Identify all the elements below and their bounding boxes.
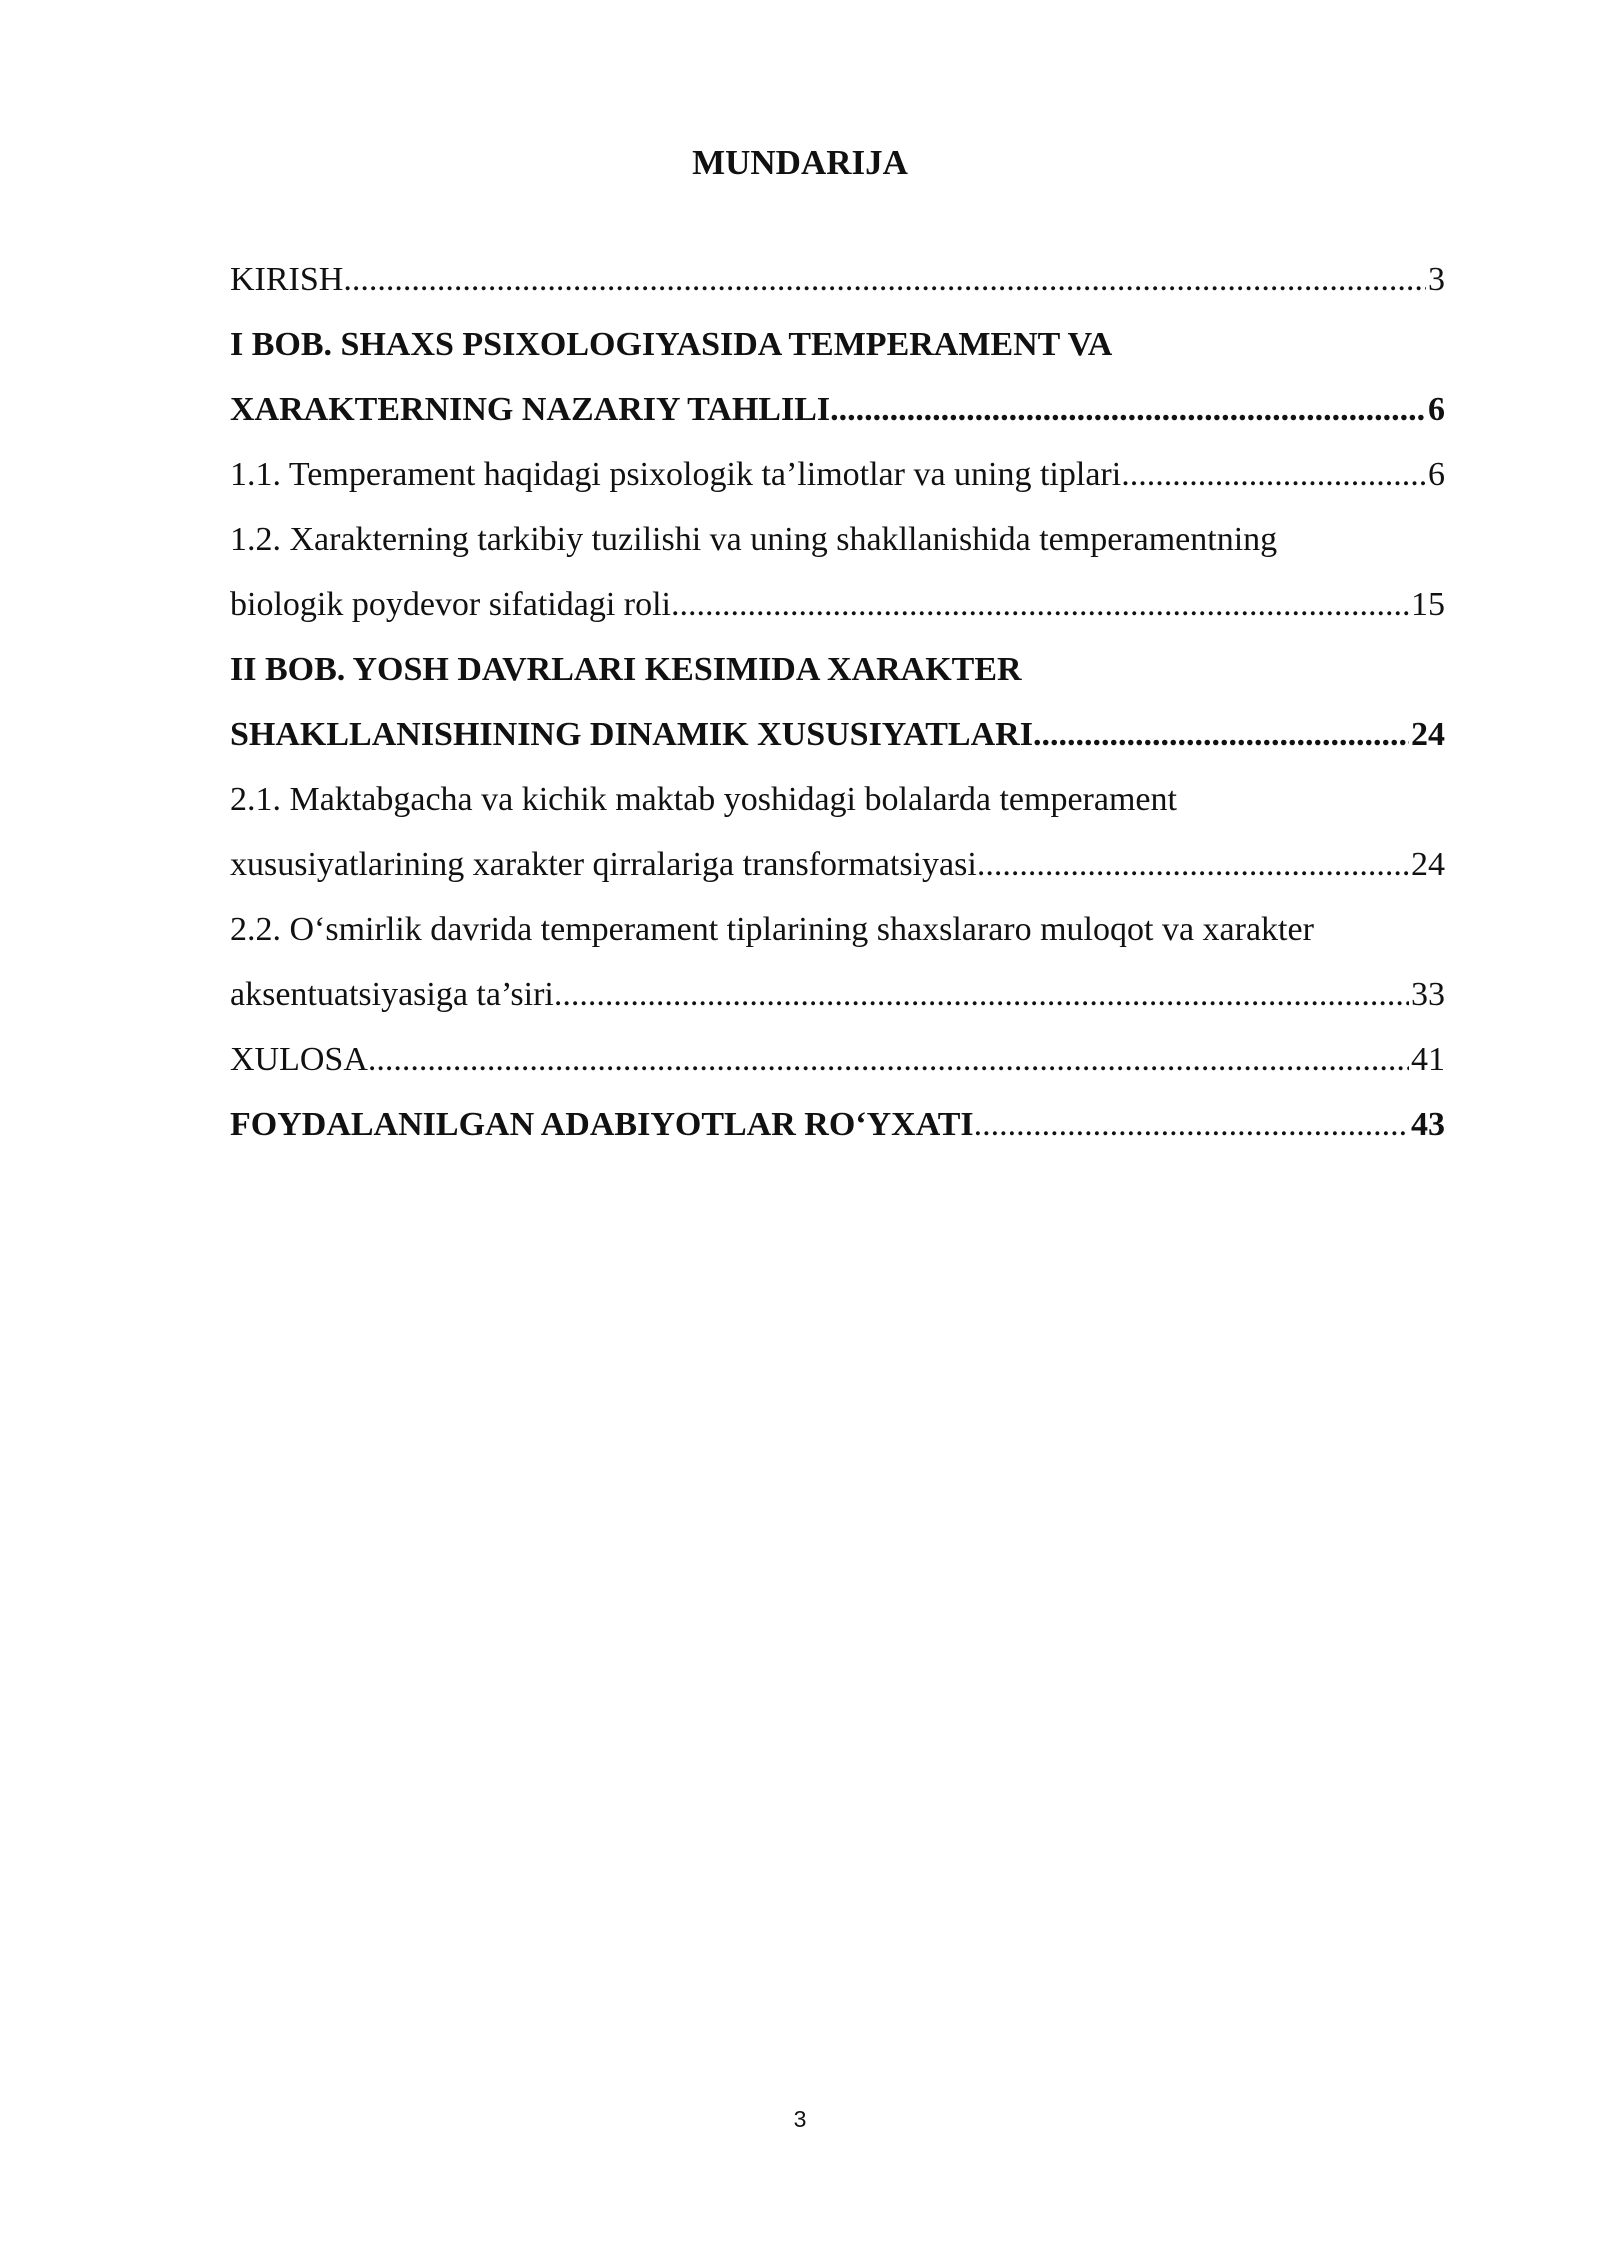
toc-entry-section-2-2-line-1[interactable] xyxy=(230,897,1445,962)
footer-page-number: 3 xyxy=(793,2106,807,2132)
toc-entry-bibliography[interactable] xyxy=(230,1092,1445,1157)
toc-entry-text: XULOSA xyxy=(230,1041,368,1078)
toc-entry-text: xususiyatlarining xarakter qirralariga transformatsiyasi xyxy=(230,846,977,883)
toc-entry-text: aksentuatsiyasiga ta’siri xyxy=(230,976,554,1013)
toc-entry-xulosa[interactable] xyxy=(230,1027,1445,1092)
table-of-contents xyxy=(230,247,1445,1157)
toc-entry-text: FOYDALANILGAN ADABIYOTLAR RO‘YXATI xyxy=(230,1106,974,1143)
toc-entry-text: II BOB. YOSH DAVRLARI KESIMIDA XARAKTER xyxy=(230,651,1022,688)
toc-entry-text: KIRISH xyxy=(230,261,344,298)
toc-page-number: 15 xyxy=(1411,586,1445,623)
toc-entry-section-1-2-line-1[interactable] xyxy=(230,507,1445,572)
toc-entry-text: 1.2. Xarakterning tarkibiy tuzilishi va uning shakllanishida temperamentning xyxy=(230,521,1278,558)
toc-page-number: 24 xyxy=(1411,846,1445,883)
toc-entry-text: biologik poydevor sifatidagi roli xyxy=(230,586,671,623)
toc-entry-section-1-1[interactable] xyxy=(230,442,1445,507)
toc-leader-dots xyxy=(830,377,1426,442)
toc-leader-dots xyxy=(1121,442,1426,507)
toc-page-number: 3 xyxy=(1428,261,1445,298)
toc-entry-text: 1.1. Temperament haqidagi psixologik ta’limotlar va uning tiplari xyxy=(230,456,1122,493)
toc-entry-chapter-1-line-2[interactable] xyxy=(230,377,1445,442)
toc-entry-chapter-2-line-1[interactable] xyxy=(230,637,1445,702)
toc-leader-dots xyxy=(343,247,1426,312)
toc-entry-text: 2.1. Maktabgacha va kichik maktab yoshidagi bolalarda temperament xyxy=(230,781,1177,818)
toc-entry-text: SHAKLLANISHINING DINAMIK XUSUSIYATLARI xyxy=(230,716,1033,753)
toc-leader-dots xyxy=(1033,702,1409,767)
page-title: MUNDARIJA xyxy=(692,143,908,182)
toc-page-number: 43 xyxy=(1411,1106,1445,1143)
toc-leader-dots xyxy=(974,1092,1409,1157)
toc-entry-text: I BOB. SHAXS PSIXOLOGIYASIDA TEMPERAMENT VA xyxy=(230,326,1113,363)
toc-page-number: 24 xyxy=(1411,716,1445,753)
toc-page-number: 6 xyxy=(1428,456,1445,493)
toc-entry-chapter-2-line-2[interactable] xyxy=(230,702,1445,767)
toc-entry-section-2-2-line-2[interactable] xyxy=(230,962,1445,1027)
toc-entry-text: XARAKTERNING NAZARIY TAHLILI xyxy=(230,391,831,428)
toc-entry-text: 2.2. O‘smirlik davrida temperament tiplarining shaxslararo muloqot va xarakter xyxy=(230,911,1314,948)
toc-entry-kirish[interactable] xyxy=(230,247,1445,312)
toc-leader-dots xyxy=(554,962,1409,1027)
toc-entry-chapter-1-line-1[interactable] xyxy=(230,312,1445,377)
toc-page-number: 6 xyxy=(1428,391,1445,428)
toc-entry-section-2-1-line-2[interactable] xyxy=(230,832,1445,897)
toc-page-number: 41 xyxy=(1411,1041,1445,1078)
toc-page-number: 33 xyxy=(1411,976,1445,1013)
toc-leader-dots xyxy=(977,832,1409,897)
toc-leader-dots xyxy=(671,572,1409,637)
toc-leader-dots xyxy=(368,1027,1409,1092)
toc-entry-section-2-1-line-1[interactable] xyxy=(230,767,1445,832)
toc-entry-section-1-2-line-2[interactable] xyxy=(230,572,1445,637)
